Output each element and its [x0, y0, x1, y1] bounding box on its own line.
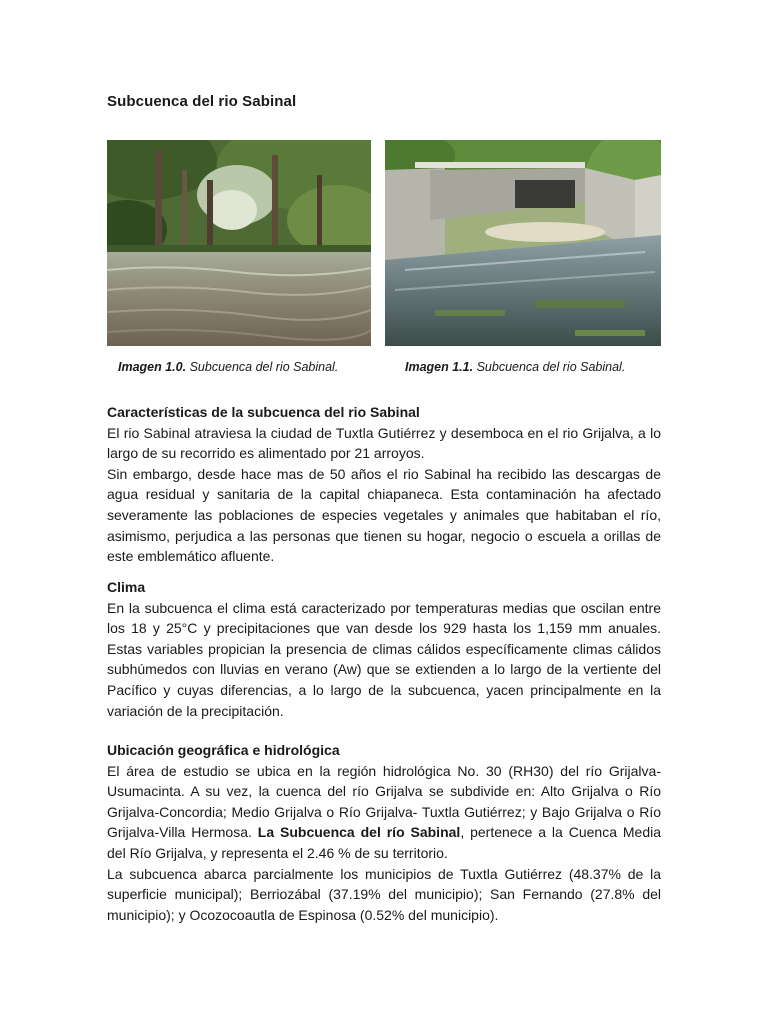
section-heading: Características de la subcuenca del rio Sabinal: [107, 404, 420, 420]
paragraph-text: El área de estudio se ubica en la región hidrológica No. 30 (RH30) del río Grijalva-Usumacinta. A su vez, la cuenca del río Grijalva se subdivide en: Alto Grijalva o Río Grijalva-Concordia; Medio Grijalva o Río Grijalva- Tuxtla Gutiérrez; y Bajo Grijalva o Río Grijalva-Villa Hermosa.: [107, 762, 661, 841]
paragraph: El rio Sabinal atraviesa la ciudad de Tuxtla Gutiérrez y desemboca en el rio Grijalva, a lo largo de su recorrido es alimentado por 21 arroyos.: [107, 424, 661, 462]
figure-label: Imagen 1.0.: [118, 360, 187, 374]
figure-caption-2: [405, 360, 625, 374]
paragraph-text: , pertenece a la Cuenca Media del Río Grijalva, y representa el 2.46 % de su territorio.: [107, 824, 662, 861]
paragraph: La subcuenca abarca parcialmente los municipios de Tuxtla Gutiérrez (48.37% de la superficie municipal); Berriozábal (37.19% del municipio); San Fernando (27.8% del municipio); y Ocozocoautla de Espinosa (0.52% del municipio).: [107, 865, 661, 923]
figure-label: Imagen 1.1.: [405, 360, 474, 374]
section-clima: [107, 577, 661, 721]
paragraph: [107, 761, 661, 864]
page-title: Subcuenca del rio Sabinal: [107, 93, 297, 110]
forest-river-photo: [107, 140, 371, 346]
paragraph: Sin embargo, desde hace mas de 50 años el rio Sabinal ha recibido las descargas de agua residual y sanitaria de la capital chiapaneca. Esta contaminación ha afectado severamente las poblaciones de especies vegetales y animales que habitaban el río, asimismo, perjudica a las personas que tienen su hogar, negocio o escuela a orillas de este emblemático afluente.: [107, 465, 661, 565]
paragraph: En la subcuenca el clima está caracterizado por temperaturas medias que oscilan entre los 18 y 25°C y precipitaciones que van desde los 929 hasta los 1,159 mm anuales. Estas variables propician la presencia de climas cálidos específicamente climas cálidos subhúmedos con lluvias en verano (Aw) que se extienden a lo largo de la vertiente del Pacífico y cuyas diferencias, a lo largo de la subcuenca, yacen principalmente en la variación de la precipitación.: [107, 599, 661, 719]
section-heading: Clima: [107, 579, 146, 595]
emphasis-text: La Subcuenca del río Sabinal: [257, 824, 461, 841]
figure-caption-1: [118, 360, 338, 374]
section-heading: Ubicación geográfica e hidrológica: [107, 742, 340, 758]
section-caracteristicas: [107, 402, 661, 567]
figure-caption-text: Subcuenca del rio Sabinal.: [476, 360, 626, 374]
figure-caption-text: Subcuenca del rio Sabinal.: [189, 360, 339, 374]
section-ubicacion: [107, 740, 661, 925]
urban-canal-photo: [385, 140, 661, 346]
